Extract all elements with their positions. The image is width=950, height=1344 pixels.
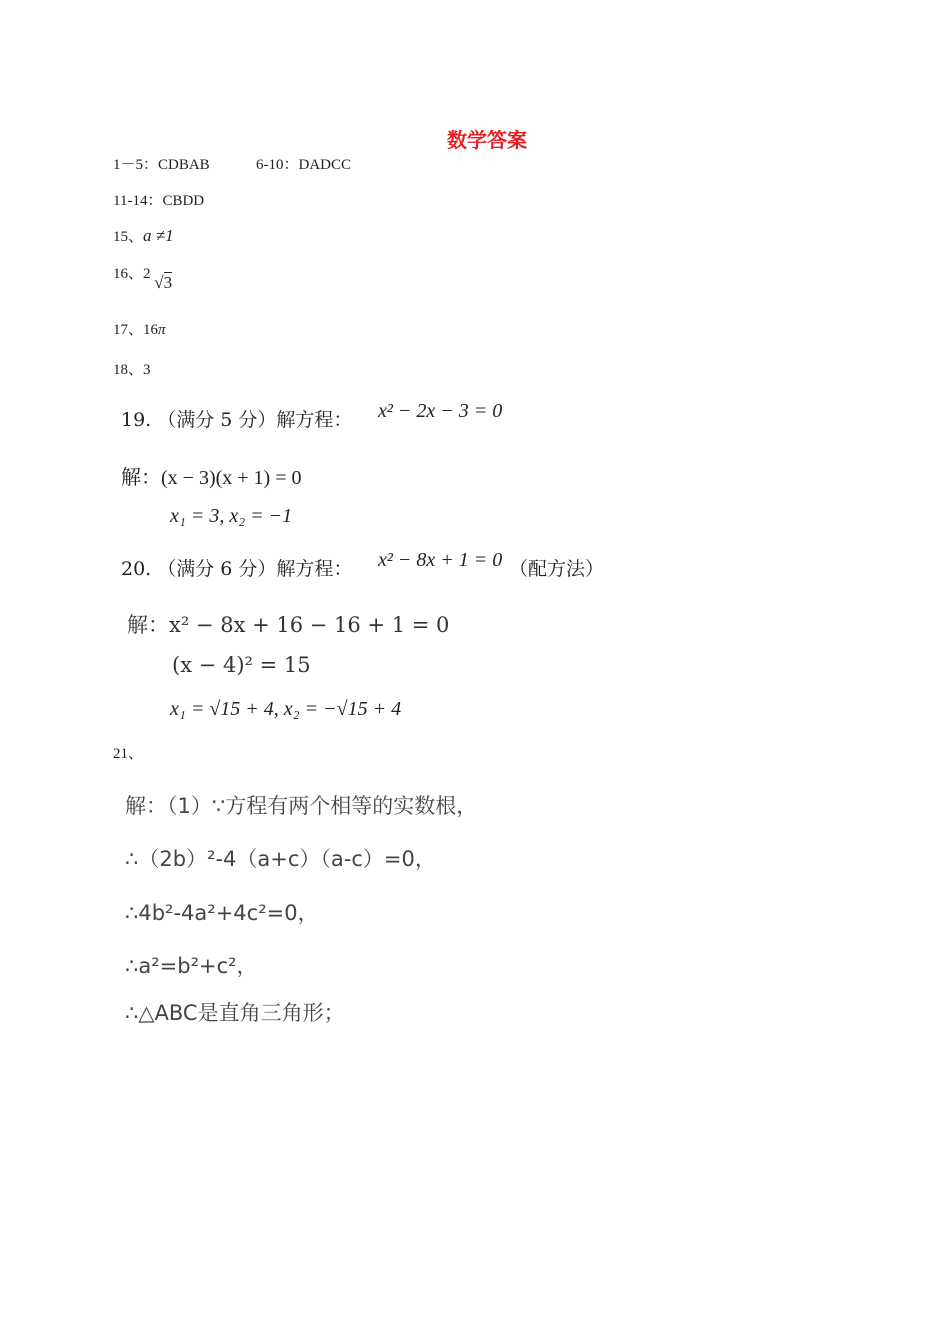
q21-line4: ∴a²=b²+c²， xyxy=(125,954,258,978)
q20-step1: 解：x² − 8x + 16 − 16 + 1 = 0 xyxy=(127,613,450,637)
answer-15-value: a ≠1 xyxy=(143,226,174,245)
answer-16-radicand: 3 xyxy=(163,273,173,292)
q20-heading: 20. （满分 6 分）解方程： xyxy=(121,558,353,580)
page-title: 数学答案 xyxy=(447,128,527,152)
answer-15 xyxy=(113,225,174,246)
q21-line3: ∴4b²-4a²+4c²=0， xyxy=(125,901,319,925)
answer-15-number: 15、 xyxy=(113,229,144,245)
q21-line2: ∴（2b）²-4（a+c）（a-c）=0， xyxy=(125,847,436,871)
answer-17-number: 17、16 xyxy=(113,322,159,338)
q19-step2: x₁ = 3, x₂ = −1 xyxy=(170,505,293,527)
answer-18: 18、3 xyxy=(113,362,151,378)
q19-equation: x² − 2x − 3 = 0 xyxy=(378,400,503,422)
q20-step2: (x − 4)² = 15 xyxy=(172,653,311,677)
answers-6-10: 6-10：DADCC xyxy=(256,157,352,173)
q21-line5: ∴△ABC是直角三角形； xyxy=(125,1001,345,1025)
q20-equation: x² − 8x + 1 = 0 xyxy=(378,549,503,571)
q21-number: 21、 xyxy=(113,746,144,762)
q19-heading: 19. （满分 5 分）解方程： xyxy=(121,409,353,431)
q21-line1: 解：（1）∵方程有两个相等的实数根， xyxy=(125,794,478,818)
pi-symbol: π xyxy=(158,322,166,338)
answer-17 xyxy=(113,318,166,339)
q19-step1: 解：(x − 3)(x + 1) = 0 xyxy=(121,467,302,489)
answer-16-sqrt: √3 xyxy=(154,273,173,292)
answers-1-5: 1－5：CDBAB xyxy=(113,157,210,173)
q20-method: （配方法） xyxy=(509,558,605,580)
q20-step3: x₁ = √15 + 4, x₂ = −√15 + 4 xyxy=(170,698,402,720)
answer-16-number: 16、2 xyxy=(113,266,151,282)
answers-11-14: 11-14：CBDD xyxy=(113,193,205,209)
answer-16 xyxy=(113,262,173,292)
